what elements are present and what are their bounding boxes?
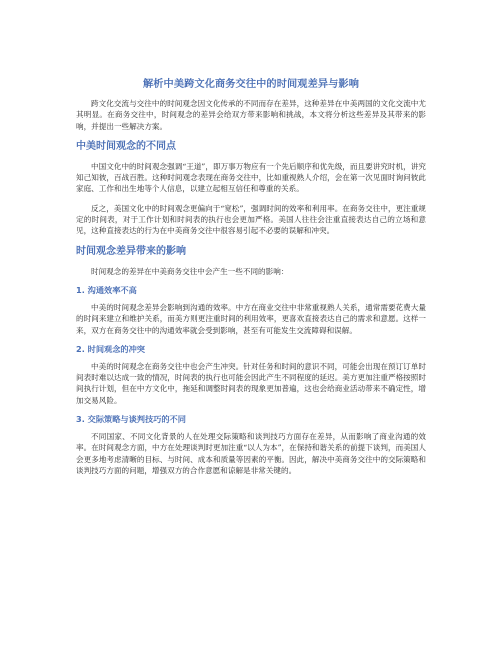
paragraph-conflict: 中美的时间观念在商务交往中也会产生冲突。针对任务和时间的意识不同，可能会出现在预订订单时间表时难以达成一致的情况，时间表的执行也可能会因此产生不同程度的延迟。美方更加注重严格按照时间执行计划，但在中方文化中，拖延和调整时间表的现象更加普遍，这也会给商业活动带来不确定性，增加交易风险。	[76, 361, 426, 405]
subsection-heading-negotiation: 3. 交际策略与谈判技巧的不同	[76, 414, 186, 425]
paragraph-american-time-view: 反之，美国文化中的时间观念更偏向于“宽松”，强调时间的效率和利用率。在商务交往中，更注重规定的时间表，对于工作计划和时间表的执行也会更加严格。美国人往往会注重直接表达自己的立场和意见，这种直接表达的行为在中美商务交往中很容易引起不必要的误解和冲突。	[76, 203, 426, 236]
section-heading-differences: 中美时间观念的不同点	[76, 140, 176, 152]
paragraph-communication: 中美的时间观念差异会影响到沟通的效率。中方在商业交往中非常重视熟人关系，通常需要花费大量的时间来建立和维护关系，而美方则更注重时间的利用效率，更喜欢直接表达自己的需求和意愿。这样一来，双方在商务交往中的沟通效率就会受到影响，甚至有可能发生交流障碍和误解。	[76, 302, 426, 335]
document-page	[76, 78, 426, 484]
section-heading-impacts: 时间观念差异带来的影响	[76, 245, 186, 257]
paragraph-negotiation: 不同国家、不同文化背景的人在处理交际策略和谈判技巧方面存在差异，从而影响了商业沟通的效率。在时间观念方面，中方在处理谈判时更加注重“以人为本”，在保持和谐关系的前提下谈判，而美国人会更多地考虑清晰的目标、与时间、成本和质量等因素的平衡。因此，解决中美商务交往中的交际策略和谈判技巧方面的问题，增强双方的合作意愿和谅解是非常关键的。	[76, 432, 426, 475]
subsection-heading-communication: 1. 沟通效率不高	[76, 284, 137, 295]
subsection-heading-conflict: 2. 时间观念的冲突	[76, 343, 145, 354]
intro-paragraph: 跨文化交流与交往中的时间观念因文化传承的不同而存在差异，这种差异在中美两国的文化交流中尤其明显。在商务交往中，时间观念的差异会给双方带来影响和挑战，本文将分析这些差异及其带来的影响，并提出一些解决方案。	[76, 99, 426, 131]
document-title: 解析中美跨文化商务交往中的时间观差异与影响	[142, 79, 360, 90]
impacts-intro: 时间观念的差异在中美商务交往中会产生一些不同的影响：	[91, 266, 289, 276]
paragraph-chinese-time-view: 中国文化中的时间观念强调“王道”，即万事万物应有一个先后顺序和优先级，而且要讲究时机，讲究知己知彼，百战百胜。这种时间观念表现在商务交往中，比如重视熟人介绍，会在第一次见面时询问彼此家庭、工作和出生地等个人信息，以建立起相互信任和尊重的关系。	[76, 161, 426, 194]
